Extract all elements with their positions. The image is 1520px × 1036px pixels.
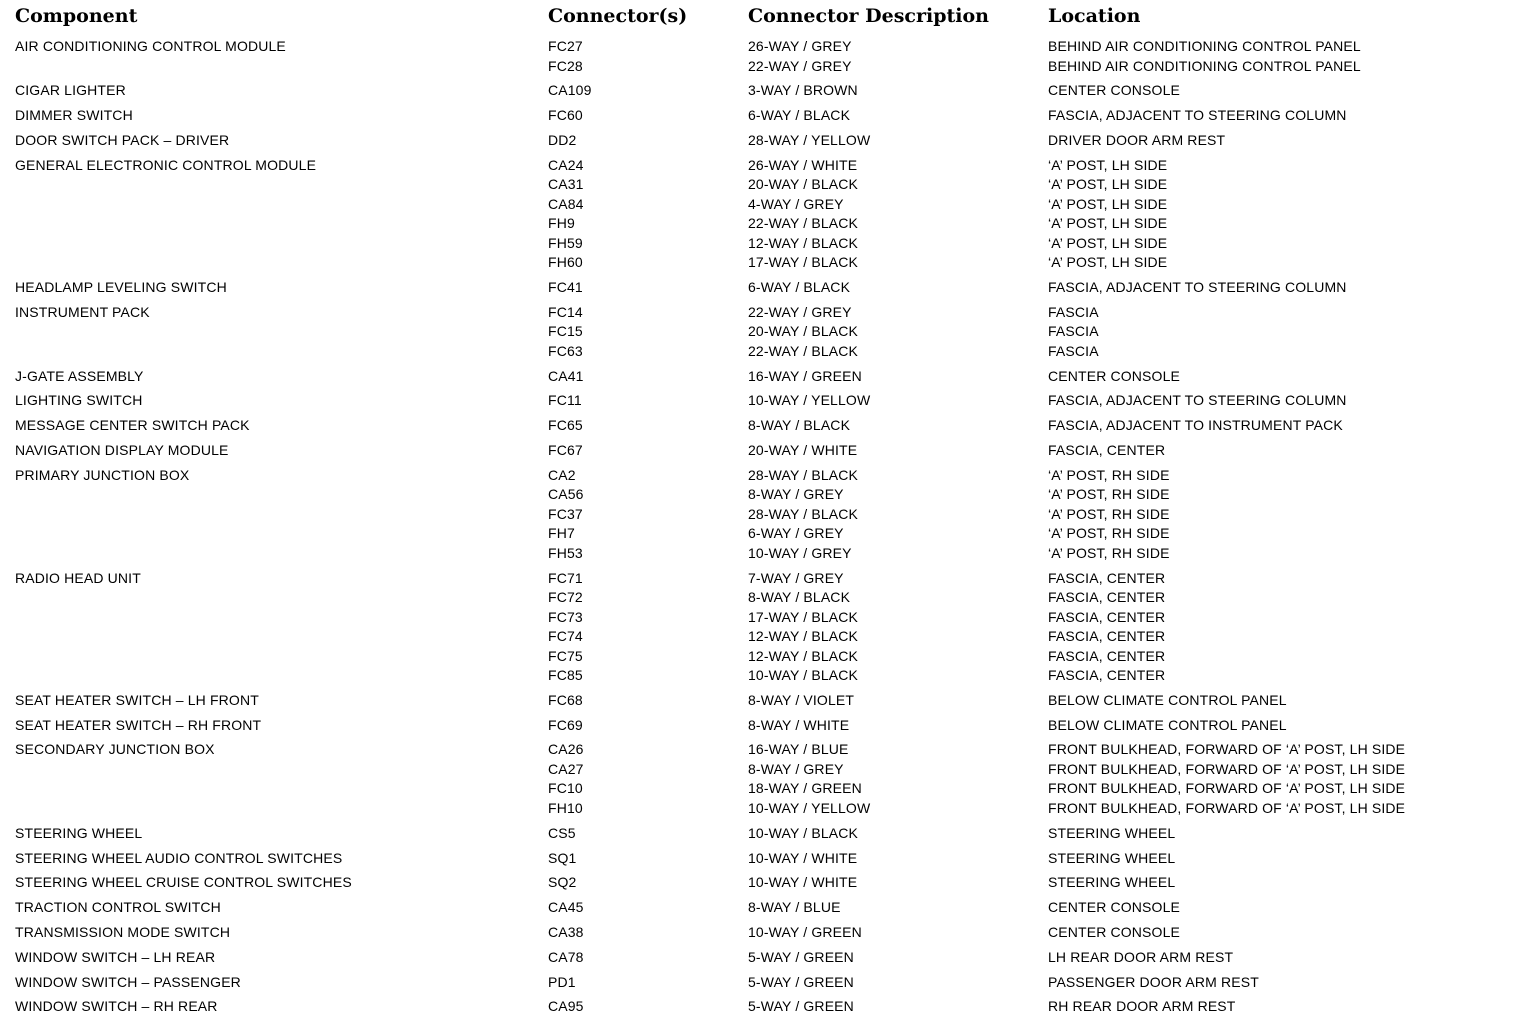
connector-id: CA24 <box>548 156 584 173</box>
component-name: CIGAR LIGHTER <box>15 82 126 99</box>
table-row <box>15 416 1505 436</box>
connector-description: 22-WAY / GREY <box>748 303 852 320</box>
connector-description: 17-WAY / BLACK <box>748 254 858 271</box>
connector-description: 8-WAY / WHITE <box>748 716 850 733</box>
location-list <box>1048 156 1505 273</box>
description-list <box>748 416 1048 436</box>
header-location: Location <box>1048 5 1141 27</box>
location-list <box>1048 873 1505 893</box>
connector-description: 5-WAY / GREEN <box>748 948 854 965</box>
location-list <box>1048 824 1505 844</box>
component-name: DIMMER SWITCH <box>15 107 133 124</box>
location-list <box>1048 106 1505 126</box>
table-header <box>15 4 1505 37</box>
connector-description: 22-WAY / BLACK <box>748 342 858 359</box>
connector-description: 17-WAY / BLACK <box>748 608 858 625</box>
table-row <box>15 37 1505 76</box>
connector-id: FC67 <box>548 441 583 458</box>
connector-id: FH60 <box>548 254 583 271</box>
connector-list <box>548 691 748 711</box>
connector-list <box>548 81 748 101</box>
table-row <box>15 391 1505 411</box>
connector-description: 8-WAY / BLACK <box>748 417 851 434</box>
connector-list <box>548 716 748 736</box>
connector-description: 12-WAY / BLACK <box>748 628 858 645</box>
description-list <box>748 997 1048 1017</box>
location-list <box>1048 131 1505 151</box>
component-name: LIGHTING SWITCH <box>15 392 143 409</box>
connector-list <box>548 873 748 893</box>
connector-id: FH9 <box>548 215 575 232</box>
connector-location: ‘A’ POST, RH SIDE <box>1048 486 1170 503</box>
connector-list <box>548 441 748 461</box>
description-list <box>748 367 1048 387</box>
connector-id: PD1 <box>548 973 576 990</box>
connector-description: 16-WAY / BLUE <box>748 741 849 758</box>
connector-location: FASCIA, CENTER <box>1048 441 1166 458</box>
connector-location: FASCIA, CENTER <box>1048 628 1166 645</box>
connector-description: 28-WAY / BLACK <box>748 505 858 522</box>
table-row <box>15 997 1505 1017</box>
component-name: STEERING WHEEL <box>15 824 143 841</box>
connector-description: 10-WAY / GREEN <box>748 923 862 940</box>
connector-list <box>548 849 748 869</box>
connector-list <box>548 156 748 273</box>
component-name: NAVIGATION DISPLAY MODULE <box>15 441 229 458</box>
connector-location: ‘A’ POST, LH SIDE <box>1048 215 1168 232</box>
connector-list <box>548 948 748 968</box>
connector-location: ‘A’ POST, RH SIDE <box>1048 466 1170 483</box>
table-row <box>15 824 1505 844</box>
component-name: DOOR SWITCH PACK – DRIVER <box>15 131 230 148</box>
table-row <box>15 466 1505 564</box>
connector-description: 28-WAY / YELLOW <box>748 131 871 148</box>
connector-id: FC15 <box>548 323 583 340</box>
connector-location: DRIVER DOOR ARM REST <box>1048 131 1226 148</box>
location-list <box>1048 973 1505 993</box>
connector-list <box>548 367 748 387</box>
location-list <box>1048 367 1505 387</box>
connector-location: RH REAR DOOR ARM REST <box>1048 998 1236 1015</box>
connector-location: FRONT BULKHEAD, FORWARD OF ‘A’ POST, LH SIDE <box>1048 799 1406 816</box>
location-list <box>1048 948 1505 968</box>
connector-list <box>548 278 748 298</box>
connector-id: FC74 <box>548 628 583 645</box>
connector-id: FC14 <box>548 303 583 320</box>
component-name: WINDOW SWITCH – LH REAR <box>15 948 216 965</box>
connector-description: 16-WAY / GREEN <box>748 367 862 384</box>
table-row <box>15 81 1505 101</box>
table-row <box>15 849 1505 869</box>
connector-description: 6-WAY / GREY <box>748 525 844 542</box>
connector-location: ‘A’ POST, LH SIDE <box>1048 176 1168 193</box>
connector-location: ‘A’ POST, RH SIDE <box>1048 544 1170 561</box>
connector-location: BELOW CLIMATE CONTROL PANEL <box>1048 691 1287 708</box>
connector-id: FH10 <box>548 799 583 816</box>
component-name: MESSAGE CENTER SWITCH PACK <box>15 417 250 434</box>
connector-list <box>548 131 748 151</box>
connector-list <box>548 824 748 844</box>
location-list <box>1048 441 1505 461</box>
connector-location: ‘A’ POST, LH SIDE <box>1048 254 1168 271</box>
component-name: J-GATE ASSEMBLY <box>15 367 144 384</box>
connector-id: FC63 <box>548 342 583 359</box>
table-row <box>15 131 1505 151</box>
connector-description: 12-WAY / BLACK <box>748 234 858 251</box>
connector-id: CA56 <box>548 486 584 503</box>
connector-location: FASCIA, CENTER <box>1048 608 1166 625</box>
description-list <box>748 466 1048 564</box>
connector-description: 26-WAY / GREY <box>748 38 852 54</box>
connector-description: 7-WAY / GREY <box>748 569 844 586</box>
connector-location: ‘A’ POST, RH SIDE <box>1048 525 1170 542</box>
component-name: RADIO HEAD UNIT <box>15 569 141 586</box>
location-list <box>1048 466 1505 564</box>
connector-id: FC41 <box>548 278 583 295</box>
connector-description: 8-WAY / GREY <box>748 486 844 503</box>
description-list <box>748 898 1048 918</box>
connector-id: FC72 <box>548 589 583 606</box>
connector-id: CA78 <box>548 948 584 965</box>
location-list <box>1048 849 1505 869</box>
connector-description: 3-WAY / BROWN <box>748 82 858 99</box>
table-row <box>15 106 1505 126</box>
description-list <box>748 716 1048 736</box>
component-name: GENERAL ELECTRONIC CONTROL MODULE <box>15 156 317 173</box>
table-row <box>15 948 1505 968</box>
connector-id: FC85 <box>548 667 583 684</box>
connector-location: CENTER CONSOLE <box>1048 82 1181 99</box>
connector-id: FC10 <box>548 780 583 797</box>
connector-description: 22-WAY / GREY <box>748 57 852 74</box>
location-list <box>1048 303 1505 362</box>
location-list <box>1048 416 1505 436</box>
connector-description: 10-WAY / BLACK <box>748 824 858 841</box>
connector-description: 10-WAY / YELLOW <box>748 392 871 409</box>
connector-id: CA2 <box>548 466 576 483</box>
connector-location: ‘A’ POST, LH SIDE <box>1048 195 1168 212</box>
description-list <box>748 691 1048 711</box>
component-name: AIR CONDITIONING CONTROL MODULE <box>15 38 286 54</box>
description-list <box>748 391 1048 411</box>
connector-description: 8-WAY / VIOLET <box>748 691 855 708</box>
description-list <box>748 303 1048 362</box>
connector-description: 8-WAY / BLUE <box>748 899 841 916</box>
connector-list <box>548 898 748 918</box>
component-name: TRANSMISSION MODE SWITCH <box>15 923 231 940</box>
connector-list <box>548 569 748 686</box>
connector-list <box>548 37 748 76</box>
connector-description: 20-WAY / BLACK <box>748 176 858 193</box>
connector-location: BELOW CLIMATE CONTROL PANEL <box>1048 716 1287 733</box>
location-list <box>1048 81 1505 101</box>
description-list <box>748 948 1048 968</box>
connector-description: 12-WAY / BLACK <box>748 647 858 664</box>
component-name: WINDOW SWITCH – RH REAR <box>15 998 218 1015</box>
connector-id: FC27 <box>548 38 583 54</box>
header-component: Component <box>15 5 138 27</box>
table-row <box>15 367 1505 387</box>
connector-description: 10-WAY / YELLOW <box>748 799 871 816</box>
connector-location: CENTER CONSOLE <box>1048 923 1181 940</box>
description-list <box>748 873 1048 893</box>
connector-location: STEERING WHEEL <box>1048 824 1176 841</box>
connector-id: DD2 <box>548 131 577 148</box>
component-name: STEERING WHEEL CRUISE CONTROL SWITCHES <box>15 874 352 891</box>
connector-table <box>15 4 1505 1022</box>
connector-list <box>548 391 748 411</box>
connector-description: 26-WAY / WHITE <box>748 156 858 173</box>
connector-location: FASCIA, ADJACENT TO STEERING COLUMN <box>1048 392 1347 409</box>
description-list <box>748 131 1048 151</box>
connector-location: FASCIA, CENTER <box>1048 589 1166 606</box>
connector-location: STEERING WHEEL <box>1048 874 1176 891</box>
location-list <box>1048 997 1505 1017</box>
connector-id: CA31 <box>548 176 584 193</box>
connector-id: FC71 <box>548 569 583 586</box>
connector-id: FC28 <box>548 57 583 74</box>
connector-location: BEHIND AIR CONDITIONING CONTROL PANEL <box>1048 57 1361 74</box>
connector-location: FASCIA, ADJACENT TO INSTRUMENT PACK <box>1048 417 1343 434</box>
connector-description: 10-WAY / BLACK <box>748 667 858 684</box>
table-row <box>15 716 1505 736</box>
connector-description: 18-WAY / GREEN <box>748 780 862 797</box>
connector-description: 8-WAY / GREY <box>748 760 844 777</box>
table-row <box>15 898 1505 918</box>
component-name: SECONDARY JUNCTION BOX <box>15 741 215 758</box>
location-list <box>1048 278 1505 298</box>
connector-list <box>548 416 748 436</box>
connector-location: LH REAR DOOR ARM REST <box>1048 948 1234 965</box>
table-row <box>15 740 1505 818</box>
connector-description: 5-WAY / GREEN <box>748 973 854 990</box>
location-list <box>1048 716 1505 736</box>
description-list <box>748 849 1048 869</box>
connector-location: FASCIA, ADJACENT TO STEERING COLUMN <box>1048 107 1347 124</box>
connector-location: FASCIA <box>1048 342 1099 359</box>
connector-id: CA84 <box>548 195 584 212</box>
connector-location: FASCIA, ADJACENT TO STEERING COLUMN <box>1048 278 1347 295</box>
connector-id: SQ1 <box>548 849 577 866</box>
component-name: HEADLAMP LEVELING SWITCH <box>15 278 227 295</box>
location-list <box>1048 740 1505 818</box>
connector-description: 8-WAY / BLACK <box>748 589 851 606</box>
connector-location: FASCIA, CENTER <box>1048 667 1166 684</box>
connector-id: FH53 <box>548 544 583 561</box>
connector-location: ‘A’ POST, RH SIDE <box>1048 505 1170 522</box>
location-list <box>1048 37 1505 76</box>
table-body <box>15 37 1505 1017</box>
connector-location: CENTER CONSOLE <box>1048 899 1181 916</box>
connector-id: CA95 <box>548 998 584 1015</box>
connector-id: CA109 <box>548 82 592 99</box>
connector-id: CS5 <box>548 824 576 841</box>
description-list <box>748 569 1048 686</box>
connector-location: PASSENGER DOOR ARM REST <box>1048 973 1259 990</box>
description-list <box>748 156 1048 273</box>
connector-id: SQ2 <box>548 874 577 891</box>
connector-list <box>548 997 748 1017</box>
table-row <box>15 441 1505 461</box>
connector-id: CA45 <box>548 899 584 916</box>
location-list <box>1048 691 1505 711</box>
connector-location: STEERING WHEEL <box>1048 849 1176 866</box>
connector-id: FC75 <box>548 647 583 664</box>
connector-id: CA27 <box>548 760 584 777</box>
description-list <box>748 37 1048 76</box>
table-row <box>15 873 1505 893</box>
description-list <box>748 106 1048 126</box>
header-connectors: Connector(s) <box>548 5 688 27</box>
component-name: INSTRUMENT PACK <box>15 303 150 320</box>
header-description: Connector Description <box>748 5 989 27</box>
component-name: PRIMARY JUNCTION BOX <box>15 466 190 483</box>
connector-location: ‘A’ POST, LH SIDE <box>1048 156 1168 173</box>
connector-description: 10-WAY / WHITE <box>748 849 858 866</box>
table-row <box>15 156 1505 273</box>
description-list <box>748 923 1048 943</box>
table-row <box>15 973 1505 993</box>
connector-location: FRONT BULKHEAD, FORWARD OF ‘A’ POST, LH SIDE <box>1048 760 1406 777</box>
connector-location: BEHIND AIR CONDITIONING CONTROL PANEL <box>1048 38 1361 54</box>
connector-list <box>548 106 748 126</box>
connector-id: FC69 <box>548 716 583 733</box>
description-list <box>748 278 1048 298</box>
component-name: SEAT HEATER SWITCH – RH FRONT <box>15 716 262 733</box>
connector-location: ‘A’ POST, LH SIDE <box>1048 234 1168 251</box>
connector-location: CENTER CONSOLE <box>1048 367 1181 384</box>
connector-location: FASCIA <box>1048 303 1099 320</box>
connector-list <box>548 740 748 818</box>
connector-location: FASCIA, CENTER <box>1048 569 1166 586</box>
connector-description: 22-WAY / BLACK <box>748 215 858 232</box>
description-list <box>748 824 1048 844</box>
connector-id: FC68 <box>548 691 583 708</box>
connector-id: CA38 <box>548 923 584 940</box>
connector-description: 6-WAY / BLACK <box>748 278 851 295</box>
connector-location: FRONT BULKHEAD, FORWARD OF ‘A’ POST, LH SIDE <box>1048 741 1406 758</box>
description-list <box>748 441 1048 461</box>
connector-description: 10-WAY / GREY <box>748 544 852 561</box>
connector-description: 6-WAY / BLACK <box>748 107 851 124</box>
connector-description: 4-WAY / GREY <box>748 195 844 212</box>
component-name: WINDOW SWITCH – PASSENGER <box>15 973 241 990</box>
location-list <box>1048 923 1505 943</box>
connector-id: CA26 <box>548 741 584 758</box>
location-list <box>1048 898 1505 918</box>
description-list <box>748 740 1048 818</box>
location-list <box>1048 569 1505 686</box>
description-list <box>748 81 1048 101</box>
component-name: TRACTION CONTROL SWITCH <box>15 899 221 916</box>
connector-id: FC60 <box>548 107 583 124</box>
connector-description: 5-WAY / GREEN <box>748 998 854 1015</box>
connector-id: CA41 <box>548 367 584 384</box>
connector-description: 20-WAY / WHITE <box>748 441 858 458</box>
connector-list <box>548 466 748 564</box>
connector-description: 20-WAY / BLACK <box>748 323 858 340</box>
table-row <box>15 278 1505 298</box>
connector-description: 10-WAY / WHITE <box>748 874 858 891</box>
component-name: SEAT HEATER SWITCH – LH FRONT <box>15 691 259 708</box>
connector-location: FRONT BULKHEAD, FORWARD OF ‘A’ POST, LH SIDE <box>1048 780 1406 797</box>
connector-list <box>548 923 748 943</box>
table-row <box>15 923 1505 943</box>
component-name: STEERING WHEEL AUDIO CONTROL SWITCHES <box>15 849 343 866</box>
connector-id: FC73 <box>548 608 583 625</box>
connector-location: FASCIA <box>1048 323 1099 340</box>
description-list <box>748 973 1048 993</box>
connector-id: FH59 <box>548 234 583 251</box>
connector-id: FH7 <box>548 525 575 542</box>
table-row <box>15 569 1505 686</box>
connector-id: FC37 <box>548 505 583 522</box>
connector-description: 28-WAY / BLACK <box>748 466 858 483</box>
table-row <box>15 691 1505 711</box>
connector-list <box>548 303 748 362</box>
table-row <box>15 303 1505 362</box>
connector-list <box>548 973 748 993</box>
connector-id: FC65 <box>548 417 583 434</box>
connector-location: FASCIA, CENTER <box>1048 647 1166 664</box>
location-list <box>1048 391 1505 411</box>
connector-id: FC11 <box>548 392 582 409</box>
